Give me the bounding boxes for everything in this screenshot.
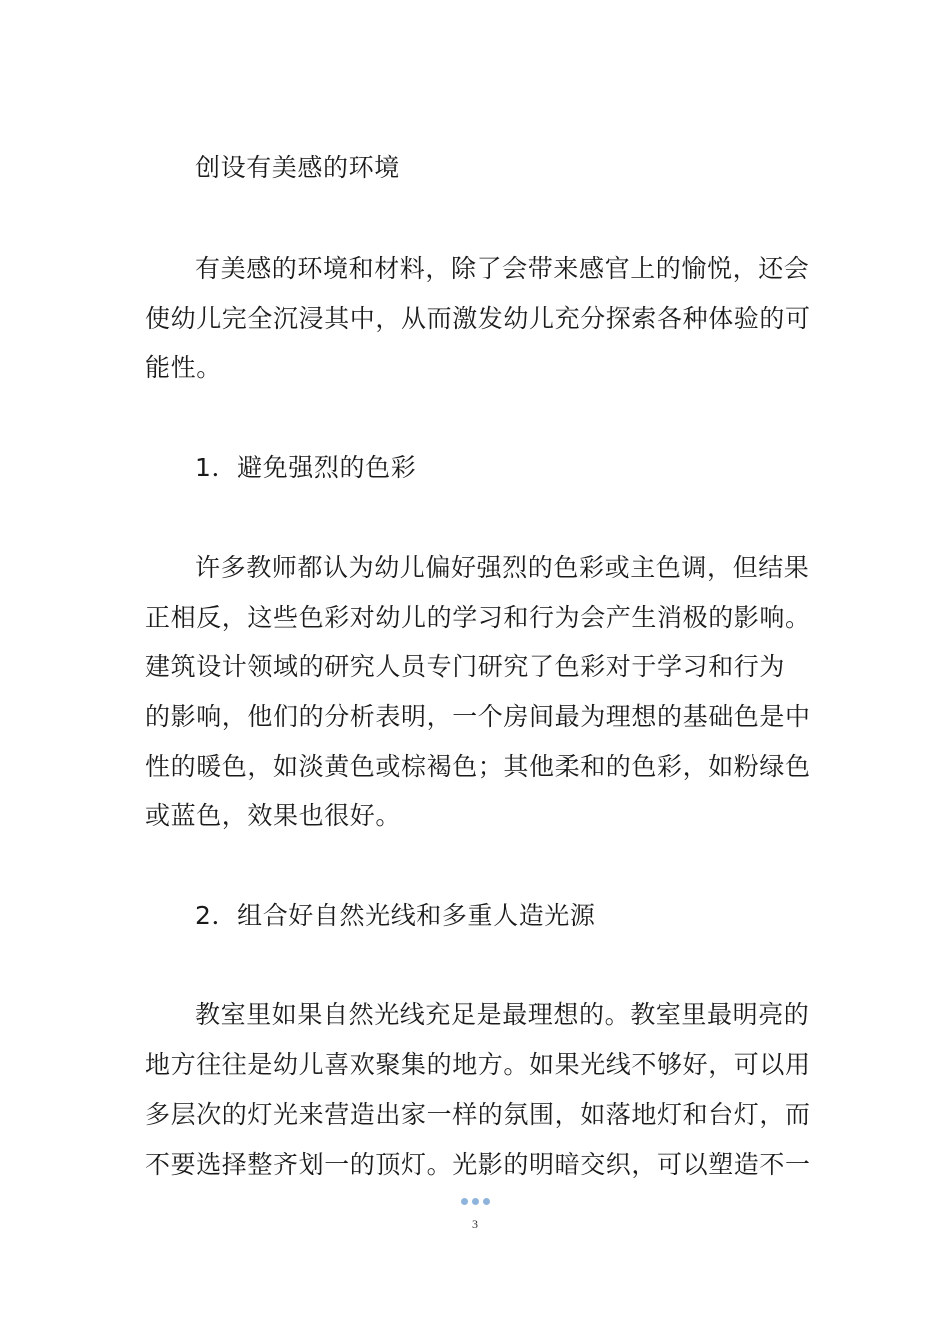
dot: [472, 1198, 479, 1205]
section-2-line: 不要选择整齐划一的顶灯。光影的明暗交织，可以塑造不一: [145, 1150, 811, 1179]
dot: [461, 1198, 468, 1205]
section-2-line: 教室里如果自然光线充足是最理想的。教室里最明亮的: [195, 1000, 810, 1029]
intro-line: 能性。: [145, 353, 222, 382]
section-1-line: 许多教师都认为幼儿偏好强烈的色彩或主色调，但结果: [195, 553, 810, 582]
section-1-line: 性的暖色，如淡黄色或棕褐色；其他柔和的色彩，如粉绿色: [145, 752, 811, 781]
section-2-line: 多层次的灯光来营造出家一样的氛围，如落地灯和台灯，而: [145, 1100, 811, 1129]
page-footer-decoration: [0, 1198, 950, 1208]
heading: 创设有美感的环境: [195, 153, 400, 182]
dot: [483, 1198, 490, 1205]
section-1-line: 的影响，他们的分析表明，一个房间最为理想的基础色是中: [145, 702, 811, 731]
intro-line: 使幼儿完全沉浸其中，从而激发幼儿充分探索各种体验的可: [145, 304, 811, 333]
section-1-line: 建筑设计领域的研究人员专门研究了色彩对于学习和行为: [145, 652, 786, 681]
ellipsis-dots-icon: [0, 1198, 950, 1208]
section-2-title: 2．组合好自然光线和多重人造光源: [195, 901, 596, 930]
section-1-title: 1．避免强烈的色彩: [195, 453, 417, 482]
intro-line: 有美感的环境和材料，除了会带来感官上的愉悦，还会: [195, 254, 810, 283]
section-1-line: 正相反，这些色彩对幼儿的学习和行为会产生消极的影响。: [145, 603, 811, 632]
section-1-line: 或蓝色，效果也很好。: [145, 801, 402, 830]
section-2-line: 地方往往是幼儿喜欢聚集的地方。如果光线不够好，可以用: [145, 1050, 811, 1079]
page-number: 3: [472, 1217, 478, 1231]
